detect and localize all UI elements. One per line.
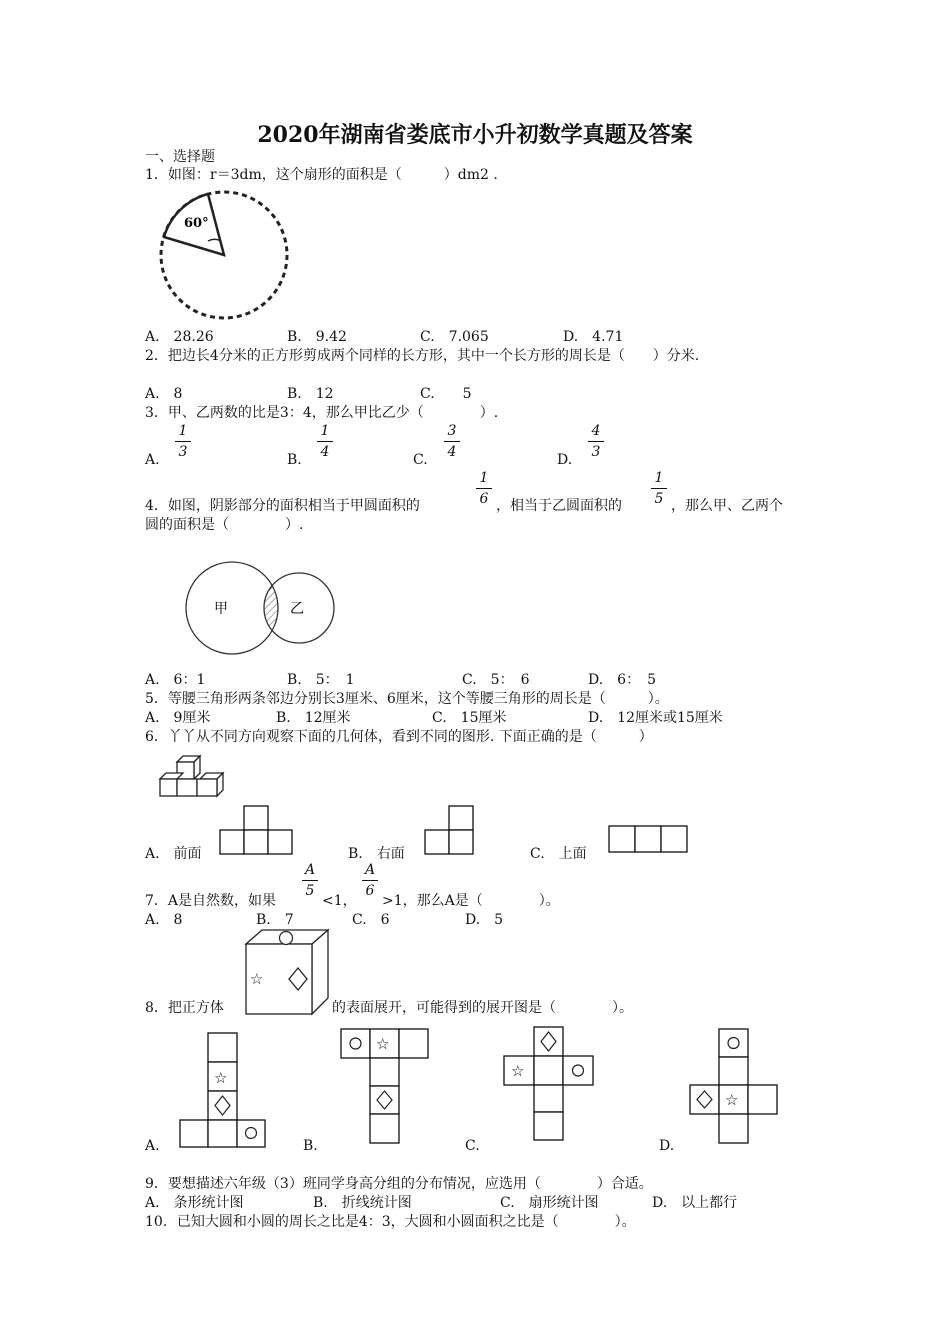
q6-option-c: C. 上面: [530, 846, 587, 862]
q7-frac-2: A 6: [362, 862, 378, 899]
star-icon: ☆: [511, 1062, 525, 1080]
q4-option-d: D. 6： 5: [588, 672, 656, 688]
q7-frac-1: A 5: [302, 862, 318, 899]
net-option-b: [340, 1028, 430, 1144]
q4-text-c: ，那么甲、乙两个: [671, 498, 783, 514]
q3-text: 3．甲、乙两数的比是3：4，那么甲比乙少（ ）.: [145, 405, 499, 421]
top-view-figure: [608, 825, 688, 855]
q9-option-a: A. 条形统计图: [145, 1195, 244, 1211]
cube-solid-figure: [157, 752, 232, 798]
net-option-a: [179, 1032, 267, 1148]
q1-option-d: D. 4.71: [563, 329, 624, 345]
q7-text-a: 7．A是自然数，如果: [145, 893, 277, 909]
q3-frac-c: 3 4: [444, 423, 460, 460]
q4-frac-2: 1 5: [651, 470, 667, 507]
q7-option-d: D. 5: [465, 912, 504, 928]
net-option-c: [503, 1026, 595, 1142]
q9-option-c: C. 扇形统计图: [500, 1195, 599, 1211]
q6-text: 6．丫丫从不同方向观察下面的几何体，看到不同的图形. 下面正确的是（ ）: [145, 729, 653, 745]
q8-text-b: 的表面展开，可能得到的展开图是（ ）。: [332, 1000, 633, 1016]
q4-option-b: B. 5： 1: [287, 672, 355, 688]
label-jia: 甲: [214, 601, 228, 617]
q5-text: 5．等腰三角形两条邻边分别长3厘米、6厘米，这个等腰三角形的周长是（ ）。: [145, 691, 669, 707]
sector-figure: [158, 185, 298, 325]
front-view-figure: [219, 805, 295, 855]
marked-cube-figure: [244, 928, 332, 1016]
q4-option-c: C. 5： 6: [462, 672, 530, 688]
q7-option-a: A. 8: [145, 912, 183, 928]
q4-text-d: 圆的面积是（ ）.: [145, 517, 304, 533]
q4-frac-1: 1 6: [476, 470, 492, 507]
q9-option-b: B. 折线统计图: [313, 1195, 412, 1211]
q2-option-b: B. 12: [287, 386, 334, 402]
q5-option-a: A. 9厘米: [145, 710, 211, 726]
venn-figure: [186, 560, 326, 660]
q1-option-a: A. 28.26: [145, 329, 214, 345]
q4-text-b: ，相当于乙圆面积的: [496, 498, 622, 514]
q5-option-c: C. 15厘米: [432, 710, 507, 726]
q10-text: 10．已知大圆和小圆的周长之比是4：3，大圆和小圆面积之比是（ ）。: [145, 1214, 636, 1230]
q6-option-b: B. 右面: [348, 846, 405, 862]
q1-option-c: C. 7.065: [420, 329, 489, 345]
q4-text-a: 4．如图，阴影部分的面积相当于甲圆面积的: [145, 498, 420, 514]
q7-text-c: >1，那么A是（ ）。: [382, 893, 560, 909]
q3-option-d: D.: [557, 452, 573, 468]
star-icon: ☆: [250, 970, 264, 988]
q8-option-d: D.: [659, 1138, 675, 1154]
q1-option-b: B. 9.42: [287, 329, 347, 345]
q3-option-a: A.: [145, 452, 160, 468]
angle-label: 60°: [184, 216, 209, 231]
q1-text: 1．如图：r＝3dm，这个扇形的面积是（ ）dm2 .: [145, 167, 498, 183]
q3-option-b: B.: [287, 452, 302, 468]
q3-option-c: C.: [413, 452, 428, 468]
star-icon: ☆: [376, 1035, 390, 1053]
net-option-d: [689, 1028, 779, 1144]
right-view-figure: [424, 805, 476, 855]
q3-frac-d: 4 3: [588, 423, 604, 460]
star-icon: ☆: [214, 1069, 228, 1087]
star-icon: ☆: [725, 1091, 739, 1109]
q8-text-a: 8．把正方体: [145, 1000, 224, 1016]
q3-frac-a: 1 3: [175, 423, 191, 460]
page-title: 2020年湖南省娄底市小升初数学真题及答案: [257, 122, 693, 148]
q4-option-a: A. 6：1: [145, 672, 206, 688]
q5-option-b: B. 12厘米: [276, 710, 351, 726]
q2-option-a: A. 8: [145, 386, 183, 402]
section-heading: 一、选择题: [145, 149, 215, 165]
q7-option-c: C. 6: [352, 912, 390, 928]
q3-frac-b: 1 4: [317, 423, 333, 460]
q8-option-a: A.: [145, 1138, 160, 1154]
label-yi: 乙: [290, 601, 304, 617]
q6-option-a: A. 前面: [145, 846, 202, 862]
q5-option-d: D. 12厘米或15厘米: [588, 710, 723, 726]
q2-text: 2．把边长4分米的正方形剪成两个同样的长方形，其中一个长方形的周长是（ ）分米.: [145, 348, 700, 364]
q2-option-c: C. 5: [420, 386, 472, 402]
q9-option-d: D. 以上都行: [652, 1195, 738, 1211]
q7-option-b: B. 7: [256, 912, 294, 928]
q8-option-b: B.: [303, 1138, 318, 1154]
q7-text-b: <1，: [322, 893, 357, 909]
q9-text: 9．要想描述六年级（3）班同学身高分组的分布情况，应选用（ ）合适。: [145, 1176, 653, 1192]
q8-option-c: C.: [465, 1138, 480, 1154]
